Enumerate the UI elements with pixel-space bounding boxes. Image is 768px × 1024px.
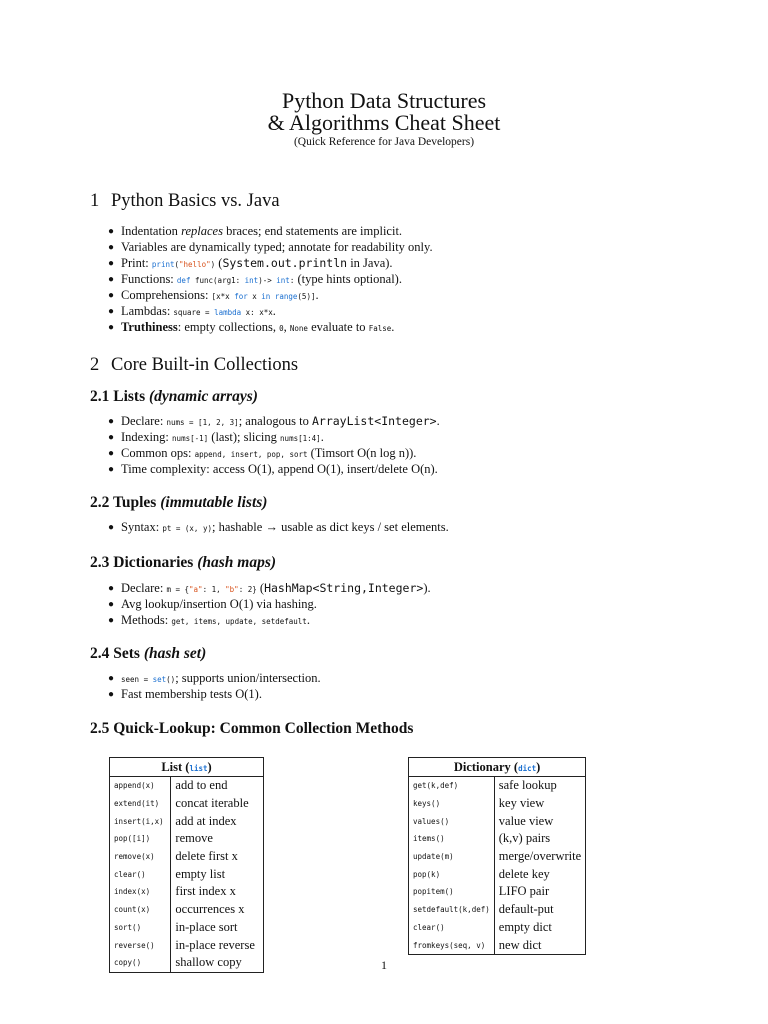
method-cell: reverse()	[110, 936, 171, 954]
method-cell: items()	[409, 830, 495, 848]
table-row	[409, 830, 586, 848]
method-cell: sort()	[110, 919, 171, 937]
list-item: ● Declare: m = {"a": 1, "b": 2} (HashMap<String,Integer>).	[108, 581, 431, 595]
description-cell: add to end	[171, 777, 264, 795]
list-item: ● Comprehensions: [x*x for x in range(5)].	[108, 288, 319, 302]
description-cell: occurrences x	[171, 901, 264, 919]
method-cell: insert(i,x)	[110, 812, 171, 830]
bullet-icon: ●	[108, 290, 115, 301]
table-row	[409, 795, 586, 813]
list-table-body	[110, 777, 264, 973]
description-cell: delete key	[494, 865, 585, 883]
bullet-icon: ●	[108, 464, 115, 475]
method-cell: setdefault(k,def)	[409, 901, 495, 919]
bullet-icon: ●	[108, 274, 115, 285]
lists-bullets	[108, 413, 440, 477]
table-header: List (list)	[110, 758, 264, 777]
bullet-icon: ●	[108, 416, 115, 427]
section-number: 2	[90, 355, 100, 375]
table-row	[409, 777, 586, 795]
method-cell: clear()	[409, 919, 495, 937]
table-row	[409, 865, 586, 883]
bullet-icon: ●	[108, 583, 115, 594]
description-cell: default-put	[494, 901, 585, 919]
description-cell: empty list	[171, 865, 264, 883]
method-cell: update(m)	[409, 848, 495, 866]
description-cell: in-place sort	[171, 919, 264, 937]
method-cell: copy()	[110, 954, 171, 972]
method-cell: get(k,def)	[409, 777, 495, 795]
list-item: ● Indexing: nums[-1] (last); slicing nums[1:4].	[108, 430, 324, 444]
description-cell: empty dict	[494, 919, 585, 937]
subsection-sets-heading: 2.4 Sets (hash set)	[90, 645, 207, 662]
subsection-lookup-heading: 2.5 Quick-Lookup: Common Collection Methods	[90, 720, 414, 737]
table-row	[110, 812, 264, 830]
list-item: ● Avg lookup/insertion O(1) via hashing.	[108, 597, 317, 611]
description-cell: shallow copy	[171, 954, 264, 972]
section-title: Core Built-in Collections	[111, 355, 299, 375]
method-cell: pop(k)	[409, 865, 495, 883]
bullet-icon: ●	[108, 242, 115, 253]
list-item: ● Syntax: pt = (x, y); hashable → usable as dict keys / set elements.	[108, 520, 449, 534]
method-cell: clear()	[110, 865, 171, 883]
method-cell: append(x)	[110, 777, 171, 795]
dict-table-body	[409, 777, 586, 955]
description-cell: concat iterable	[171, 795, 264, 813]
list-item: ● Time complexity: access O(1), append O(1), insert/delete O(n).	[108, 462, 438, 476]
table-row	[409, 883, 586, 901]
dict-methods-table	[408, 757, 586, 955]
section-1-list	[108, 223, 433, 335]
bullet-icon: ●	[108, 448, 115, 459]
subtitle: (Quick Reference for Java Developers)	[293, 136, 475, 148]
list-item: ● Indentation replaces braces; end statements are implicit.	[108, 224, 403, 238]
description-cell: LIFO pair	[494, 883, 585, 901]
method-cell: remove(x)	[110, 848, 171, 866]
bullet-icon: ●	[108, 258, 115, 269]
table-row	[110, 795, 264, 813]
description-cell: first index x	[171, 883, 264, 901]
description-cell: (k,v) pairs	[494, 830, 585, 848]
section-1-heading	[90, 191, 280, 212]
section-2-heading	[90, 355, 298, 376]
description-cell: delete first x	[171, 848, 264, 866]
list-item: ● seen = set(); supports union/intersection.	[108, 671, 321, 685]
table-row	[409, 936, 586, 954]
title-line-1: Python Data Structures	[281, 88, 487, 113]
list-methods-table	[109, 757, 264, 973]
page-number: 1	[381, 958, 387, 972]
bullet-icon: ●	[108, 322, 115, 333]
method-cell: pop([i])	[110, 830, 171, 848]
description-cell: add at index	[171, 812, 264, 830]
bullet-icon: ●	[108, 599, 115, 610]
table-row	[110, 919, 264, 937]
bullet-icon: ●	[108, 689, 115, 700]
bullet-icon: ●	[108, 226, 115, 237]
list-item: ● Truthiness: empty collections, 0, None evaluate to False.	[108, 320, 395, 334]
bullet-icon: ●	[108, 522, 115, 533]
title-line-2: & Algorithms Cheat Sheet	[267, 110, 501, 135]
table-row	[110, 830, 264, 848]
subsection-dicts-heading: 2.3 Dictionaries (hash maps)	[90, 554, 277, 571]
dicts-bullets	[108, 580, 431, 628]
bullet-icon: ●	[108, 615, 115, 626]
bullet-icon: ●	[108, 306, 115, 317]
list-item: ● Fast membership tests O(1).	[108, 687, 262, 701]
list-item: ● Methods: get, items, update, setdefault.	[108, 613, 310, 627]
method-cell: keys()	[409, 795, 495, 813]
list-item: ● Common ops: append, insert, pop, sort (Timsort O(n log n)).	[108, 446, 417, 460]
table-row	[409, 919, 586, 937]
bullet-icon: ●	[108, 432, 115, 443]
description-cell: value view	[494, 812, 585, 830]
bullet-icon: ●	[108, 673, 115, 684]
list-item: ● Variables are dynamically typed; annotate for readability only.	[108, 240, 433, 254]
method-cell: values()	[409, 812, 495, 830]
section-title: Python Basics vs. Java	[111, 191, 280, 211]
subsection-tuples-heading: 2.2 Tuples (immutable lists)	[90, 494, 268, 511]
table-row	[110, 777, 264, 795]
description-cell: new dict	[494, 936, 585, 954]
description-cell: merge/overwrite	[494, 848, 585, 866]
method-cell: fromkeys(seq, v)	[409, 936, 495, 954]
tuples-bullets	[108, 519, 449, 535]
description-cell: safe lookup	[494, 777, 585, 795]
table-header: Dictionary (dict)	[409, 758, 586, 777]
table-row	[110, 883, 264, 901]
table-row	[409, 848, 586, 866]
description-cell: key view	[494, 795, 585, 813]
method-cell: extend(it)	[110, 795, 171, 813]
method-cell: popitem()	[409, 883, 495, 901]
method-cell: index(x)	[110, 883, 171, 901]
table-row	[110, 865, 264, 883]
method-cell: count(x)	[110, 901, 171, 919]
table-row	[409, 901, 586, 919]
table-row	[110, 848, 264, 866]
list-item: ● Lambdas: square = lambda x: x*x.	[108, 304, 276, 318]
subsection-lists-heading: 2.1 Lists (dynamic arrays)	[90, 388, 258, 405]
description-cell: in-place reverse	[171, 936, 264, 954]
table-row	[110, 936, 264, 954]
list-item: ● Functions: def func(arg1: int)-> int: (type hints optional).	[108, 272, 402, 286]
sets-bullets	[108, 670, 321, 702]
section-number: 1	[90, 191, 100, 211]
list-item: ● Print: print("hello") (System.out.println in Java).	[108, 256, 393, 270]
description-cell: remove	[171, 830, 264, 848]
list-item: ● Declare: nums = [1, 2, 3]; analogous to ArrayList<Integer>.	[108, 414, 440, 428]
table-row	[409, 812, 586, 830]
table-row	[110, 901, 264, 919]
